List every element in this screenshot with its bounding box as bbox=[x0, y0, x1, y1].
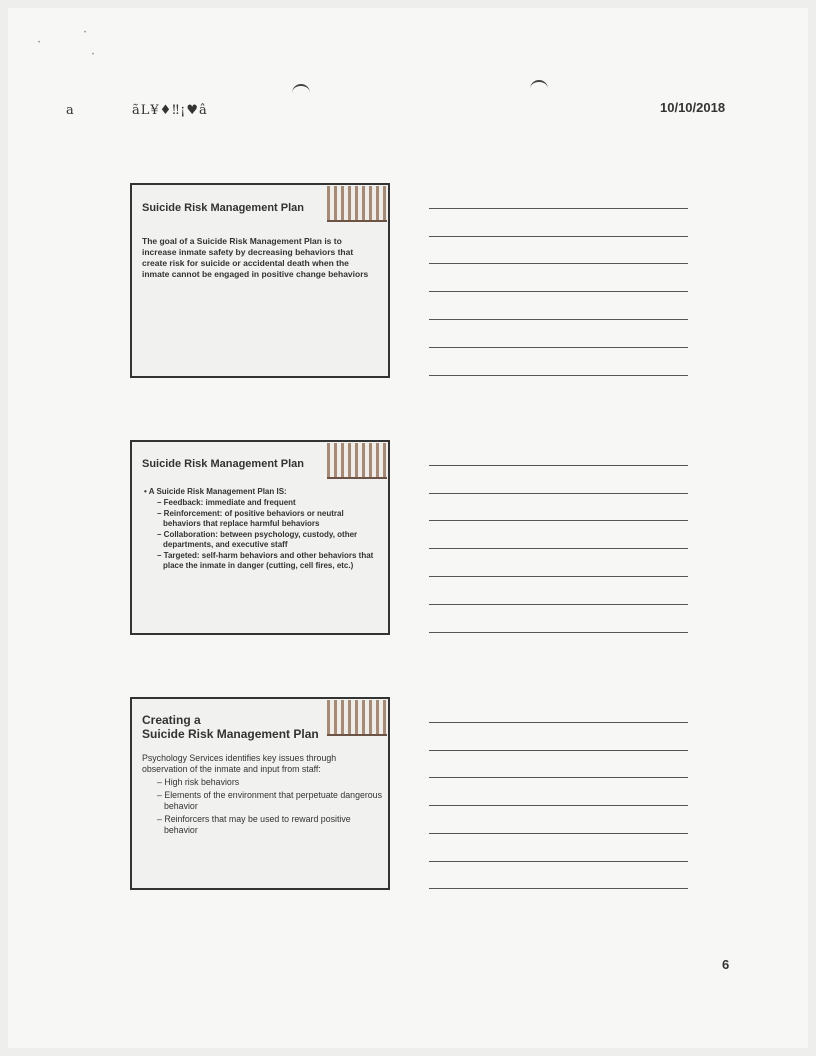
punch-hole-mark bbox=[292, 84, 310, 96]
slide-1 bbox=[130, 183, 390, 378]
slide-body bbox=[142, 487, 374, 571]
list-item: – Targeted: self-harm behaviors and other behaviors that place the inmate in danger (cutting, cell fires, etc.) bbox=[157, 551, 374, 570]
scan-speck: • bbox=[92, 52, 95, 58]
note-line bbox=[429, 604, 688, 605]
note-line bbox=[429, 347, 688, 348]
note-line bbox=[429, 548, 688, 549]
scanned-page bbox=[8, 8, 808, 1048]
note-line bbox=[429, 520, 688, 521]
page-number: 6 bbox=[722, 957, 730, 972]
list-item: – Collaboration: between psychology, custody, other departments, and executive staff bbox=[157, 530, 358, 549]
list-item: – Elements of the environment that perpetuate dangerous behavior bbox=[157, 790, 382, 811]
slide-body-text: The goal of a Suicide Risk Management Plan is to increase inmate safety by decreasing behaviors that create risk for suicide or accidental death when the inmate cannot be engaged in positive change behaviors bbox=[142, 236, 369, 279]
slide-title: Creating a Suicide Risk Management Plan bbox=[142, 713, 319, 741]
slide-2 bbox=[130, 440, 390, 635]
slide-title: Suicide Risk Management Plan bbox=[142, 202, 304, 214]
bullet-item: • A Suicide Risk Management Plan IS: bbox=[144, 487, 287, 496]
note-line bbox=[429, 263, 688, 264]
header-left-mark: a bbox=[66, 103, 74, 118]
prison-bars-icon bbox=[327, 443, 387, 479]
note-line bbox=[429, 319, 688, 320]
note-line bbox=[429, 861, 688, 862]
note-line bbox=[429, 291, 688, 292]
list-item: – Feedback: immediate and frequent bbox=[157, 498, 296, 507]
prison-bars-icon bbox=[327, 700, 387, 736]
note-line bbox=[429, 833, 688, 834]
slide-body bbox=[142, 753, 382, 836]
sub-bullet-list bbox=[142, 498, 374, 571]
list-item: – Reinforcement: of positive behaviors or neutral behaviors that replace harmful behaviors bbox=[157, 509, 344, 528]
note-line bbox=[429, 722, 688, 723]
note-line bbox=[429, 632, 688, 633]
scan-speck: • bbox=[38, 40, 41, 46]
note-line bbox=[429, 888, 688, 889]
list-item: – Reinforcers that may be used to reward positive behavior bbox=[157, 814, 351, 835]
slide-3 bbox=[130, 697, 390, 890]
note-line bbox=[429, 465, 688, 466]
prison-bars-icon bbox=[327, 186, 387, 222]
header-date: 10/10/2018 bbox=[660, 100, 726, 115]
note-line bbox=[429, 493, 688, 494]
header-garbled-text: ãL¥♦‼¡♥â bbox=[132, 103, 208, 118]
note-line bbox=[429, 805, 688, 806]
note-line bbox=[429, 750, 688, 751]
sub-bullet-list bbox=[142, 777, 382, 836]
punch-hole-mark bbox=[530, 80, 548, 92]
list-item: – High risk behaviors bbox=[157, 777, 240, 787]
note-line bbox=[429, 375, 688, 376]
note-line bbox=[429, 208, 688, 209]
scan-speck: • bbox=[84, 30, 87, 36]
note-line bbox=[429, 576, 688, 577]
slide-title: Suicide Risk Management Plan bbox=[142, 458, 304, 470]
slide-intro-text: Psychology Services identifies key issues through observation of the inmate and input from staff: bbox=[142, 753, 337, 774]
note-line bbox=[429, 777, 688, 778]
note-line bbox=[429, 236, 688, 237]
